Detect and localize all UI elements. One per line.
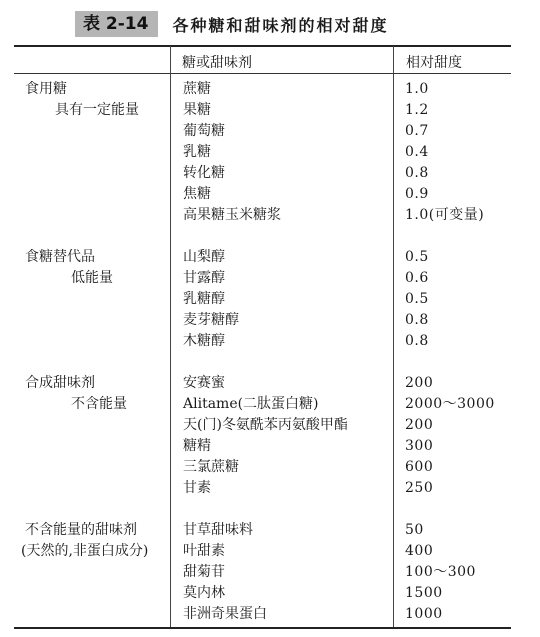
table-row-value: 0.8 <box>405 333 429 349</box>
table-row-value: 300 <box>405 438 434 454</box>
table-row-item: 糖精 <box>183 438 211 454</box>
table-row-item: 转化糖 <box>183 165 225 181</box>
table-row-item: Alitame(二肽蛋白糖) <box>183 396 319 412</box>
column-header-sweetener: 糖或甜味剂 <box>182 55 252 71</box>
table-row-value: 2000～3000 <box>405 396 495 412</box>
group-name: 食用糖 <box>25 81 67 97</box>
group-subtitle: 具有一定能量 <box>55 102 139 118</box>
table-row-value: 100～300 <box>405 564 476 580</box>
table-row-item: 甜菊苷 <box>183 564 225 580</box>
group-name: 食糖替代品 <box>25 249 95 265</box>
table-number-label: 表 2-14 <box>75 11 158 37</box>
table-row-value: 0.9 <box>405 186 429 202</box>
table-row-value: 0.5 <box>405 249 429 265</box>
table-row-value: 1.0 <box>405 81 429 97</box>
bottom-rule <box>14 627 511 629</box>
table-row-value: 400 <box>405 543 434 559</box>
table-row-item: 高果糖玉米糖浆 <box>183 207 281 223</box>
table-caption <box>75 11 388 37</box>
table-row-item: 焦糖 <box>183 186 211 202</box>
table-row-value: 1500 <box>405 585 443 601</box>
table-row-value: 250 <box>405 480 434 496</box>
table-row-value: 0.4 <box>405 144 429 160</box>
table-row-value: 0.8 <box>405 165 429 181</box>
table-row-item: 乳糖醇 <box>183 291 225 307</box>
table-row-item: 天(门)冬氨酰苯丙氨酸甲酯 <box>183 417 348 433</box>
table-row-item: 安赛蜜 <box>183 375 225 391</box>
table-row-item: 果糖 <box>183 102 211 118</box>
table-row-value: 0.7 <box>405 123 429 139</box>
table-row-value: 50 <box>405 522 424 538</box>
table-row-item: 麦芽糖醇 <box>183 312 239 328</box>
top-rule <box>14 45 511 47</box>
table-row-item: 三氯蔗糖 <box>183 459 239 475</box>
table-row-item: 非洲奇果蛋白 <box>183 606 267 622</box>
table-row-value: 1.0(可变量) <box>405 207 485 223</box>
table-title: 各种糖和甜味剂的相对甜度 <box>172 15 389 35</box>
table-row-item: 蔗糖 <box>183 81 211 97</box>
table-row-value: 0.5 <box>405 291 429 307</box>
table-row-value: 1000 <box>405 606 443 622</box>
table-row-item: 甘露醇 <box>183 270 225 286</box>
header-rule <box>14 73 511 74</box>
group-subtitle: 不含能量 <box>71 396 127 412</box>
table-row-value: 600 <box>405 459 434 475</box>
group-name: 合成甜味剂 <box>25 375 95 391</box>
table-row-value: 200 <box>405 417 434 433</box>
table-row-item: 葡萄糖 <box>183 123 225 139</box>
group-name: 不含能量的甜味剂 <box>25 522 137 538</box>
table-row-value: 200 <box>405 375 434 391</box>
group-subtitle: 低能量 <box>71 270 113 286</box>
table-row-value: 0.8 <box>405 312 429 328</box>
table-row-item: 甘草甜味料 <box>183 522 253 538</box>
table-row-item: 莫内林 <box>183 585 225 601</box>
column-header-relative-sweetness: 相对甜度 <box>406 55 462 71</box>
table-row-value: 1.2 <box>405 102 429 118</box>
table-row-item: 叶甜素 <box>183 543 225 559</box>
table-row-value: 0.6 <box>405 270 429 286</box>
table-row-item: 山梨醇 <box>183 249 225 265</box>
group-subtitle: (天然的,非蛋白成分) <box>21 543 149 559</box>
column-divider-1 <box>170 46 171 627</box>
table-row-item: 甘素 <box>183 480 211 496</box>
table-row-item: 乳糖 <box>183 144 211 160</box>
column-divider-2 <box>393 46 394 627</box>
table-row-item: 木糖醇 <box>183 333 225 349</box>
